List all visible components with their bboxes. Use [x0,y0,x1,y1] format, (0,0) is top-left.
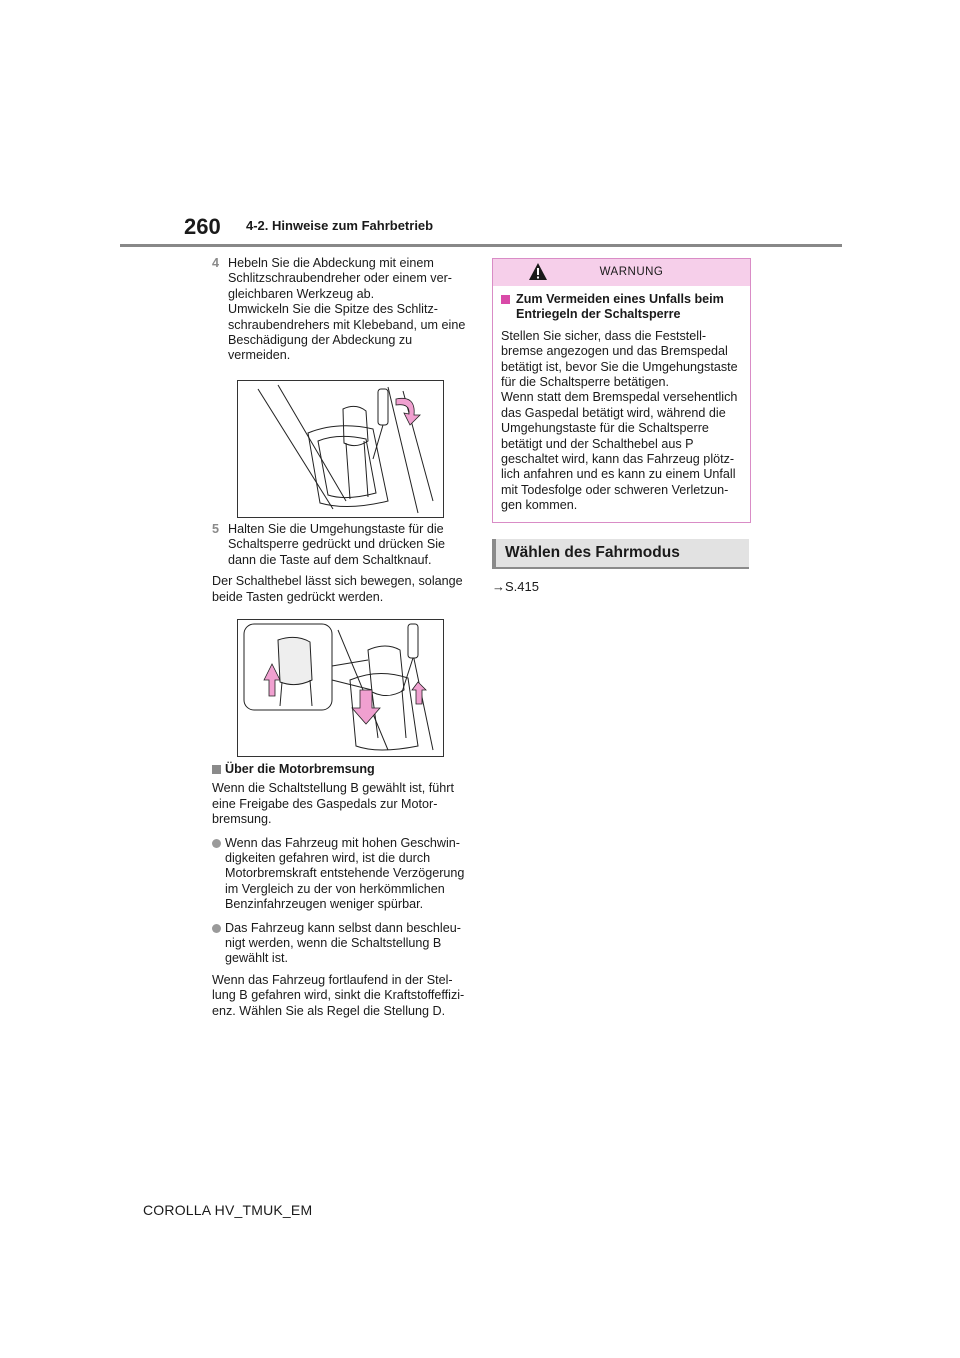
header-rule [120,244,842,247]
square-bullet-icon [212,765,221,774]
warning-subtitle: Zum Vermeiden eines Unfalls beim Entriegeln der Schaltsperre [501,292,742,323]
warning-body [493,286,750,522]
bullet-1: Wenn das Fahrzeug mit hohen Geschwin-digkeiten gefahren wird, ist die durch Motorbremskraft entstehende Verzögerung im Vergleich zu der von herkömmlichen Benzinfahrzeugen weniger spürbar. [212,836,474,913]
footer-model: COROLLA HV_TMUK_EM [143,1202,313,1218]
chapter-title: 4-2. Hinweise zum Fahrbetrieb [246,218,434,233]
motor-brake-heading: Über die Motorbremsung [212,762,474,777]
warning-text-2: Wenn statt dem Bremspedal versehentlich das Gaspedal betätigt wird, während die Umgehungstaste für die Schaltsperre betätigt und der Schalthebel aus P geschaltet wird, kann das Fahrzeug plötz-lich anfahren und es kann zu einem Unfall mit Todesfolge oder schweren Verletzun-gen kommen. [501,390,738,513]
warning-box [492,258,751,523]
step-5-number: 5 [212,522,220,536]
small-arrow-icon [412,682,426,704]
left-column-lower [212,762,474,1019]
page-number: 260 [184,214,221,239]
left-column-mid [212,522,474,605]
shift-lever-cover-illustration [238,381,443,517]
square-bullet-icon [501,295,510,304]
warning-text-1: Stellen Sie sicher, dass die Feststell-bremse angezogen und das Bremspedal betätigt ist, bevor Sie die Umgehungstaste für die Schaltsperre betätigen. [501,328,738,390]
screwdriver [373,389,388,459]
motor-brake-text: Wenn die Schaltstellung B gewählt ist, führt eine Freigabe des Gaspedals zur Motor-bremsung. [212,781,454,827]
rotate-arrow [396,398,420,425]
zoom-inset [244,624,332,710]
step-5-text: Halten Sie die Umgehungstaste für die Schaltsperre gedrückt und drücken Sie dann die Taste auf dem Schaltknauf. [228,522,446,567]
step-4-note: Umwickeln Sie die Spitze des Schlitz-schraubendrehers mit Klebeband, um eine Beschädigung der Abdeckung zu vermeiden. [228,302,466,363]
warning-header [493,259,750,286]
step-5-result: Der Schalthebel lässt sich bewegen, solange beide Tasten gedrückt werden. [212,574,463,604]
left-column [212,256,474,368]
step-4-text: Hebeln Sie die Abdeckung mit einem Schlitzschraubendreher oder einem ver-gleichbaren Werkzeug ab. [228,256,453,301]
right-column [492,258,751,594]
warning-triangle-icon [528,262,548,281]
section-title: Wählen des Fahrmodus [505,543,680,561]
screwdriver-2 [402,624,418,692]
round-bullet-icon [212,924,221,933]
warning-title: WARNUNG [599,266,664,278]
bullet-2: Das Fahrzeug kann selbst dann beschleu-nigt werden, wenn die Schaltstellung B gewählt ist. [212,921,474,967]
shift-knob-buttons-illustration [238,620,443,756]
round-bullet-icon [212,839,221,848]
closing-text: Wenn das Fahrzeug fortlaufend in der Stel-lung B gefahren wird, sinkt die Kraftstoffeffizi-enz. Wählen Sie als Regel die Stellung D. [212,972,465,1018]
section-heading-bar [492,539,749,569]
figure-press-buttons [237,619,444,757]
step-4 [212,256,474,364]
step-4-number: 4 [212,256,220,270]
step-5 [212,522,474,568]
figure-pry-cover [237,380,444,518]
page-reference-link[interactable]: →S.415 [492,578,539,594]
